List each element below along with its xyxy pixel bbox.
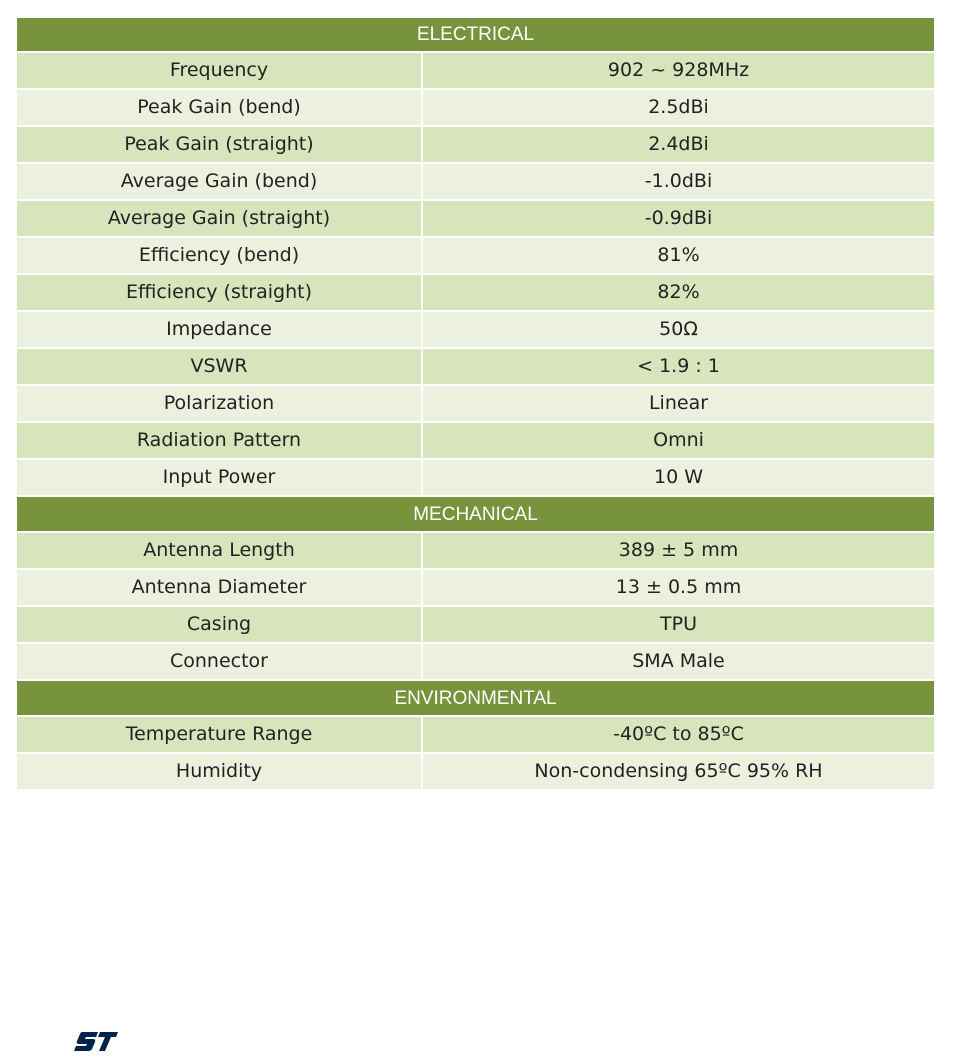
- spec-value: 389 ± 5 mm: [422, 532, 934, 569]
- spec-label: Polarization: [17, 385, 422, 422]
- table-row: [17, 237, 934, 274]
- table-row: [17, 163, 934, 200]
- spec-value: 2.4dBi: [422, 126, 934, 163]
- spec-value: 81%: [422, 237, 934, 274]
- spec-value: 2.5dBi: [422, 89, 934, 126]
- st-logo-icon: [72, 1030, 120, 1052]
- spec-value: 50Ω: [422, 311, 934, 348]
- spec-label: Efficiency (bend): [17, 237, 422, 274]
- spec-label: Peak Gain (straight): [17, 126, 422, 163]
- spec-label: Average Gain (bend): [17, 163, 422, 200]
- table-row: [17, 716, 934, 753]
- spec-label: Connector: [17, 643, 422, 680]
- spec-label: VSWR: [17, 348, 422, 385]
- spec-label: Antenna Diameter: [17, 569, 422, 606]
- table-row: [17, 200, 934, 237]
- table-row: [17, 606, 934, 643]
- section-title: ELECTRICAL: [17, 18, 934, 52]
- spec-label: Temperature Range: [17, 716, 422, 753]
- spec-label: Casing: [17, 606, 422, 643]
- spec-value: TPU: [422, 606, 934, 643]
- spec-value: SMA Male: [422, 643, 934, 680]
- spec-value: Omni: [422, 422, 934, 459]
- spec-value: 10 W: [422, 459, 934, 496]
- section-title: MECHANICAL: [17, 496, 934, 532]
- spec-value: Linear: [422, 385, 934, 422]
- spec-label: Impedance: [17, 311, 422, 348]
- table-row: [17, 274, 934, 311]
- spec-label: Frequency: [17, 52, 422, 89]
- spec-value: -1.0dBi: [422, 163, 934, 200]
- section-header-environmental: [17, 680, 934, 716]
- spec-value: Non-condensing 65ºC 95% RH: [422, 753, 934, 790]
- table-row: [17, 311, 934, 348]
- table-row: [17, 52, 934, 89]
- spec-table: [17, 18, 934, 791]
- table-row: [17, 643, 934, 680]
- section-header-mechanical: [17, 496, 934, 532]
- spec-value: < 1.9 : 1: [422, 348, 934, 385]
- spec-label: Average Gain (straight): [17, 200, 422, 237]
- table-row: [17, 459, 934, 496]
- spec-value: -0.9dBi: [422, 200, 934, 237]
- table-row: [17, 753, 934, 790]
- spec-label: Efficiency (straight): [17, 274, 422, 311]
- section-header-electrical: [17, 18, 934, 52]
- spec-value: 82%: [422, 274, 934, 311]
- spec-value: -40ºC to 85ºC: [422, 716, 934, 753]
- table-row: [17, 126, 934, 163]
- table-row: [17, 89, 934, 126]
- table-row: [17, 532, 934, 569]
- spec-label: Peak Gain (bend): [17, 89, 422, 126]
- table-row: [17, 422, 934, 459]
- spec-label: Humidity: [17, 753, 422, 790]
- st-logo: [72, 1030, 120, 1052]
- table-row: [17, 348, 934, 385]
- spec-value: 902 ~ 928MHz: [422, 52, 934, 89]
- spec-value: 13 ± 0.5 mm: [422, 569, 934, 606]
- spec-label: Radiation Pattern: [17, 422, 422, 459]
- spec-label: Input Power: [17, 459, 422, 496]
- table-row: [17, 569, 934, 606]
- spec-label: Antenna Length: [17, 532, 422, 569]
- section-title: ENVIRONMENTAL: [17, 680, 934, 716]
- table-row: [17, 385, 934, 422]
